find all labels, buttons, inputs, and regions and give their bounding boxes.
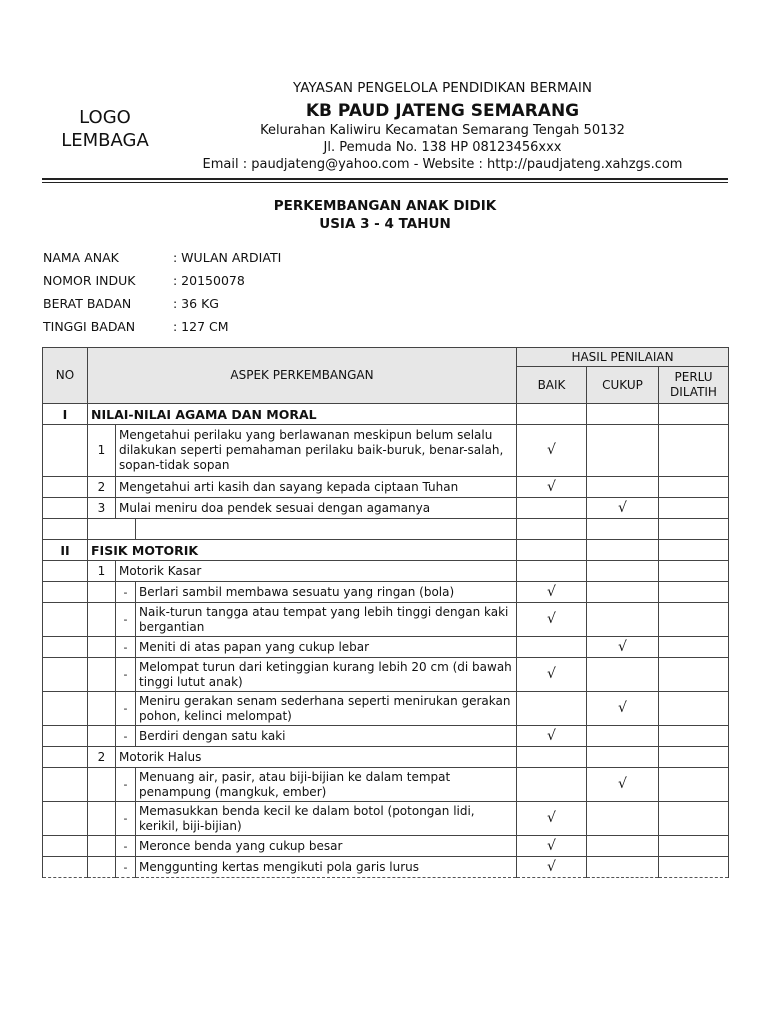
group-title: Motorik Kasar [116, 561, 517, 582]
check-baik: √ [517, 726, 587, 747]
empty-cell [88, 857, 116, 878]
check-baik: √ [517, 425, 587, 477]
student-weight-row [43, 296, 219, 311]
empty-cell [43, 582, 88, 603]
check-baik [517, 498, 587, 519]
empty-cell [587, 540, 659, 561]
check-perlu [659, 802, 729, 836]
empty-cell [587, 519, 659, 540]
table-header-row [43, 348, 729, 367]
empty-cell [517, 747, 587, 768]
check-baik: √ [517, 857, 587, 878]
section-number: I [43, 404, 88, 425]
bullet-dash: - [116, 802, 136, 836]
bullet-dash: - [116, 836, 136, 857]
bullet-dash: - [116, 768, 136, 802]
item-row [43, 692, 729, 726]
item-row [43, 603, 729, 637]
check-cukup [587, 603, 659, 637]
bullet-dash: - [116, 637, 136, 658]
item-text: Meniti di atas papan yang cukup lebar [136, 637, 517, 658]
empty-cell [88, 582, 116, 603]
item-row [43, 637, 729, 658]
check-cukup [587, 802, 659, 836]
header-perlu: PERLU DILATIH [659, 367, 729, 404]
check-cukup: √ [587, 498, 659, 519]
student-field-label: NAMA ANAK [43, 250, 119, 265]
item-text: Meronce benda yang cukup besar [136, 836, 517, 857]
contact-line: Email : paudjateng@yahoo.com - Website : http://paudjateng.xahzgs.com [202, 157, 683, 172]
header-aspect: ASPEK PERKEMBANGAN [88, 348, 517, 404]
empty-cell [88, 692, 116, 726]
group-row [43, 561, 729, 582]
empty-cell [659, 747, 729, 768]
item-row [43, 658, 729, 692]
empty-cell [43, 768, 88, 802]
group-row [43, 747, 729, 768]
logo-text-line-1: LOGO [79, 107, 131, 128]
assessment-table [42, 347, 729, 878]
item-text: Melompat turun dari ketinggian kurang lebih 20 cm (di bawah tinggi lutut anak) [136, 658, 517, 692]
bullet-dash: - [116, 658, 136, 692]
item-row [43, 768, 729, 802]
check-cukup [587, 658, 659, 692]
empty-cell [587, 561, 659, 582]
empty-cell [43, 726, 88, 747]
check-baik: √ [517, 802, 587, 836]
check-baik: √ [517, 836, 587, 857]
header-no: NO [43, 348, 88, 404]
empty-cell [43, 637, 88, 658]
empty-cell [88, 603, 116, 637]
item-row [43, 726, 729, 747]
item-text: Mengetahui arti kasih dan sayang kepada ciptaan Tuhan [116, 477, 517, 498]
empty-cell [88, 519, 136, 540]
item-text: Mulai meniru doa pendek sesuai dengan agamanya [116, 498, 517, 519]
item-number: 3 [88, 498, 116, 519]
item-text: Naik-turun tangga atau tempat yang lebih tinggi dengan kaki bergantian [136, 603, 517, 637]
group-title: Motorik Halus [116, 747, 517, 768]
bullet-dash: - [116, 603, 136, 637]
empty-cell [517, 519, 587, 540]
student-field-value: : 20150078 [173, 273, 245, 288]
check-cukup: √ [587, 768, 659, 802]
empty-cell [88, 802, 116, 836]
logo-text-line-2: LEMBAGA [61, 130, 149, 151]
item-row [43, 836, 729, 857]
logo-placeholder [40, 106, 170, 152]
foundation-name: YAYASAN PENGELOLA PENDIDIKAN BERMAIN [293, 80, 592, 96]
group-number: 2 [88, 747, 116, 768]
section-number: II [43, 540, 88, 561]
check-cukup [587, 425, 659, 477]
check-perlu [659, 768, 729, 802]
header-rule-thin [42, 182, 728, 183]
empty-cell [88, 768, 116, 802]
check-cukup [587, 582, 659, 603]
empty-cell [43, 498, 88, 519]
header-result: HASIL PENILAIAN [517, 348, 729, 367]
student-id-row [43, 273, 245, 288]
student-field-value: : WULAN ARDIATI [173, 250, 282, 265]
item-row [43, 498, 729, 519]
header-rule [42, 178, 728, 180]
check-perlu [659, 857, 729, 878]
check-perlu [659, 582, 729, 603]
empty-cell [43, 857, 88, 878]
empty-cell [659, 404, 729, 425]
item-text: Memasukkan benda kecil ke dalam botol (potongan lidi, kerikil, biji-bijian) [136, 802, 517, 836]
empty-cell [659, 561, 729, 582]
empty-cell [88, 658, 116, 692]
bullet-dash: - [116, 857, 136, 878]
item-text: Meniru gerakan senam sederhana seperti menirukan gerakan pohon, kelinci melompat) [136, 692, 517, 726]
address-line-1: Kelurahan Kaliwiru Kecamatan Semarang Tengah 50132 [260, 123, 625, 138]
check-baik [517, 768, 587, 802]
empty-cell [517, 561, 587, 582]
item-number: 1 [88, 425, 116, 477]
check-baik: √ [517, 658, 587, 692]
item-row [43, 477, 729, 498]
check-cukup [587, 857, 659, 878]
check-perlu [659, 425, 729, 477]
student-field-value: : 127 CM [173, 319, 229, 334]
empty-cell [88, 836, 116, 857]
student-field-label: BERAT BADAN [43, 296, 132, 311]
empty-cell [88, 726, 116, 747]
bullet-dash: - [116, 582, 136, 603]
item-text: Menggunting kertas mengikuti pola garis lurus [136, 857, 517, 878]
item-row [43, 802, 729, 836]
empty-cell [43, 836, 88, 857]
check-perlu [659, 658, 729, 692]
section-row [43, 540, 729, 561]
empty-cell [659, 540, 729, 561]
empty-cell [43, 425, 88, 477]
empty-cell [88, 637, 116, 658]
section-title: NILAI-NILAI AGAMA DAN MORAL [88, 404, 517, 425]
empty-cell [43, 519, 88, 540]
item-text: Mengetahui perilaku yang berlawanan meskipun belum selalu dilakukan seperti pemahaman perilaku baik-buruk, benar-salah, sopan-tidak sopan [116, 425, 517, 477]
empty-cell [43, 561, 88, 582]
empty-cell [659, 519, 729, 540]
empty-cell [517, 404, 587, 425]
check-baik: √ [517, 477, 587, 498]
student-field-value: : 36 KG [173, 296, 219, 311]
header-baik: BAIK [517, 367, 587, 404]
check-baik [517, 637, 587, 658]
empty-cell [43, 477, 88, 498]
group-number: 1 [88, 561, 116, 582]
empty-cell [517, 540, 587, 561]
empty-cell [43, 747, 88, 768]
check-perlu [659, 498, 729, 519]
check-perlu [659, 477, 729, 498]
bullet-dash: - [116, 726, 136, 747]
check-perlu [659, 603, 729, 637]
empty-cell [587, 747, 659, 768]
check-perlu [659, 836, 729, 857]
empty-cell [43, 603, 88, 637]
item-text: Berdiri dengan satu kaki [136, 726, 517, 747]
item-row [43, 425, 729, 477]
empty-cell [43, 692, 88, 726]
student-name-row [43, 250, 281, 265]
empty-cell [587, 404, 659, 425]
student-field-label: TINGGI BADAN [43, 319, 136, 334]
school-name: KB PAUD JATENG SEMARANG [305, 101, 580, 121]
item-number: 2 [88, 477, 116, 498]
address-line-2: Jl. Pemuda No. 138 HP 08123456xxx [323, 140, 562, 155]
check-cukup [587, 477, 659, 498]
student-field-label: NOMOR INDUK [43, 273, 136, 288]
check-cukup: √ [587, 637, 659, 658]
check-perlu [659, 726, 729, 747]
check-baik: √ [517, 582, 587, 603]
check-perlu [659, 692, 729, 726]
check-cukup [587, 726, 659, 747]
bullet-dash: - [116, 692, 136, 726]
item-text: Berlari sambil membawa sesuatu yang ringan (bola) [136, 582, 517, 603]
check-baik: √ [517, 603, 587, 637]
document-title: PERKEMBANGAN ANAK DIDIK [273, 198, 497, 214]
header-cukup: CUKUP [587, 367, 659, 404]
document-subtitle: USIA 3 - 4 TAHUN [319, 216, 451, 232]
item-text: Menuang air, pasir, atau biji-bijian ke dalam tempat penampung (mangkuk, ember) [136, 768, 517, 802]
empty-cell [43, 802, 88, 836]
check-baik [517, 692, 587, 726]
spacer-row [43, 519, 729, 540]
check-cukup: √ [587, 692, 659, 726]
check-cukup [587, 836, 659, 857]
empty-cell [136, 519, 517, 540]
section-row [43, 404, 729, 425]
check-perlu [659, 637, 729, 658]
student-height-row [43, 319, 229, 334]
empty-cell [43, 658, 88, 692]
item-row [43, 857, 729, 878]
item-row [43, 582, 729, 603]
section-title: FISIK MOTORIK [88, 540, 517, 561]
